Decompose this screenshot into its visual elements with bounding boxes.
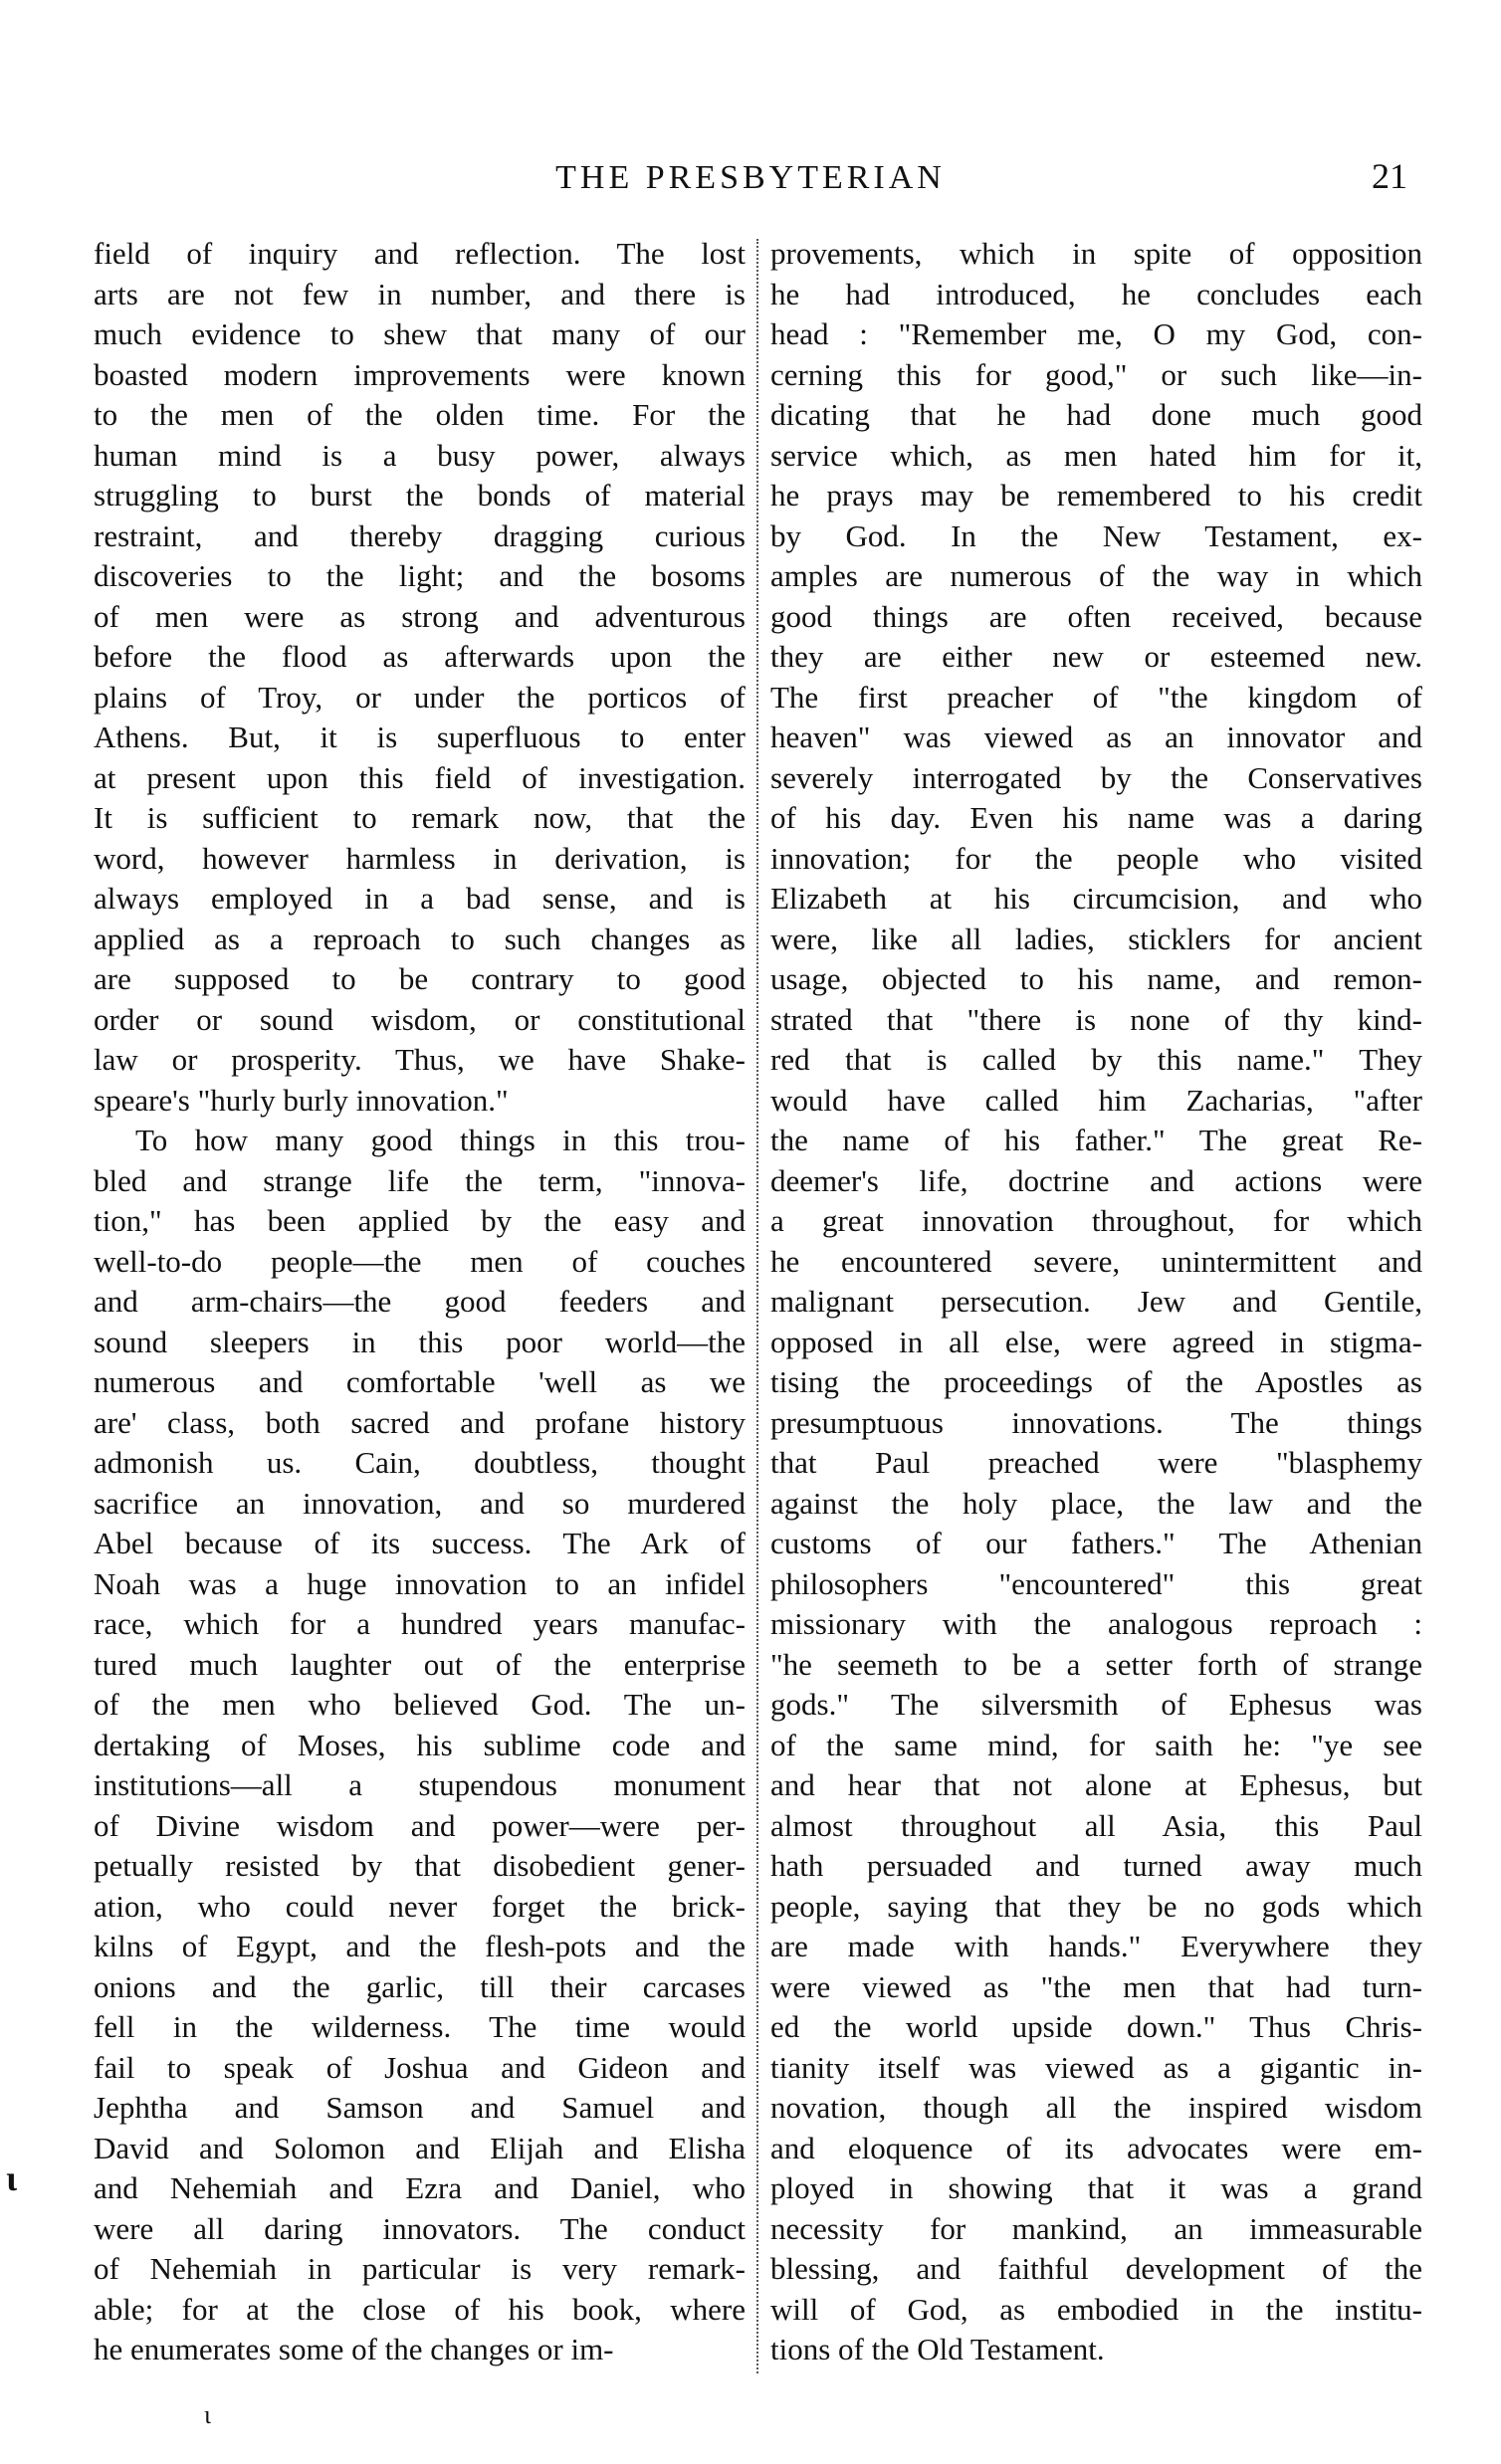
text-line: and Nehemiah and Ezra and Daniel, who <box>94 2170 746 2205</box>
text-line: able; for at the close of his book, where <box>94 2291 746 2327</box>
text-line: and hear that not alone at Ephesus, but <box>770 1767 1422 1802</box>
text-line: ation, who could never forget the brick- <box>94 1888 746 1924</box>
left-text-column <box>94 234 746 2398</box>
text-line: novation, though all the inspired wisdom <box>770 2090 1422 2125</box>
text-line: bled and strange life the term, "innova- <box>94 1162 746 1198</box>
text-line: human mind is a busy power, always <box>94 437 746 473</box>
text-line: almost throughout all Asia, this Paul <box>770 1807 1422 1843</box>
text-line: opposed in all else, were agreed in stigma- <box>770 1324 1422 1359</box>
text-line: sacrifice an innovation, and so murdered <box>94 1485 746 1521</box>
text-line: onions and the garlic, till their carcases <box>94 1968 746 2004</box>
text-line: would have called him Zacharias, "after <box>770 1082 1422 1118</box>
text-line: the name of his father." The great Re- <box>770 1123 1422 1157</box>
text-line: kilns of Egypt, and the flesh-pots and the <box>94 1929 746 1963</box>
text-line: were all daring innovators. The conduct <box>94 2210 746 2246</box>
text-line: speare's "hurly burly innovation." <box>94 1082 509 1118</box>
text-line: against the holy place, the law and the <box>770 1485 1422 1521</box>
text-line: struggling to burst the bonds of material <box>94 478 746 513</box>
text-line: institutions—all a stupendous monument <box>94 1767 746 1802</box>
text-line: order or sound wisdom, or constitutional <box>94 1001 746 1037</box>
text-line: tions of the Old Testament. <box>770 2332 1105 2366</box>
text-line: cerning this for good," or such like—in- <box>770 356 1422 392</box>
text-line: malignant persecution. Jew and Gentile, <box>770 1284 1422 1319</box>
text-line: word, however harmless in derivation, is <box>94 840 746 876</box>
text-line: red that is called by this name." They <box>770 1042 1422 1077</box>
text-line: he enumerates some of the changes or im- <box>94 2332 614 2366</box>
text-line: David and Solomon and Elijah and Elisha <box>94 2130 746 2165</box>
text-line: dertaking of Moses, his sublime code and <box>94 1727 746 1762</box>
text-line: tising the proceedings of the Apostles as <box>770 1364 1422 1399</box>
text-line: of the same mind, for saith he: "ye see <box>770 1727 1422 1762</box>
text-line: severely interrogated by the Conservatives <box>770 759 1422 795</box>
text-line: field of inquiry and reflection. The lost <box>94 236 746 271</box>
text-line: always employed in a bad sense, and is <box>94 881 746 916</box>
text-line: arts are not few in number, and there is <box>94 276 746 311</box>
text-line: missionary with the analogous reproach : <box>770 1606 1422 1641</box>
bottom-mark: ɩ <box>204 2400 211 2429</box>
text-line: plains of Troy, or under the porticos of <box>94 679 746 715</box>
text-line: to the men of the olden time. For the <box>94 397 746 432</box>
text-line: much evidence to shew that many of our <box>94 316 746 351</box>
text-line: The first preacher of "the kingdom of <box>770 679 1422 715</box>
right-text-column <box>770 234 1422 2398</box>
text-line: of Divine wisdom and power—were per- <box>94 1807 746 1843</box>
text-line: he had introduced, he concludes each <box>770 276 1422 311</box>
text-line: are supposed to be contrary to good <box>94 961 746 996</box>
margin-mark: ɩ <box>6 2158 18 2198</box>
text-line: before the flood as afterwards upon the <box>94 639 746 674</box>
text-line: law or prosperity. Thus, we have Shake- <box>94 1042 746 1077</box>
text-line: Jephtha and Samson and Samuel and <box>94 2090 746 2125</box>
text-line: Athens. But, it is superfluous to enter <box>94 719 746 754</box>
running-head-title: THE PRESBYTERIAN <box>555 159 946 196</box>
text-line: of the men who believed God. The un- <box>94 1687 746 1722</box>
text-line: and eloquence of its advocates were em- <box>770 2130 1422 2165</box>
text-line: were, like all ladies, sticklers for ancient <box>770 921 1422 956</box>
text-line: It is sufficient to remark now, that the <box>94 800 746 835</box>
text-line: well-to-do people—the men of couches <box>94 1243 746 1279</box>
text-line: admonish us. Cain, doubtless, thought <box>94 1445 746 1480</box>
text-line: Elizabeth at his circumcision, and who <box>770 881 1422 916</box>
text-line: provements, which in spite of opposition <box>770 236 1422 271</box>
text-line: boasted modern improvements were known <box>94 356 746 392</box>
text-line: usage, objected to his name, and remon- <box>770 961 1422 996</box>
text-line: dicating that he had done much good <box>770 397 1422 432</box>
text-line: head : "Remember me, O my God, con- <box>770 316 1422 351</box>
text-line: deemer's life, doctrine and actions were <box>770 1162 1422 1198</box>
text-line: innovation; for the people who visited <box>770 840 1422 876</box>
text-line: good things are often received, because <box>770 598 1422 634</box>
text-line: necessity for mankind, an immeasurable <box>770 2210 1422 2246</box>
text-line: ed the world upside down." Thus Chris- <box>770 2009 1422 2044</box>
text-line: hath persuaded and turned away much <box>770 1848 1422 1883</box>
text-line: discoveries to the light; and the bosoms <box>94 558 746 593</box>
text-line: of Nehemiah in particular is very remark- <box>94 2251 746 2286</box>
text-line: blessing, and faithful development of the <box>770 2251 1422 2286</box>
text-line: restraint, and thereby dragging curious <box>94 517 746 553</box>
text-line: "he seemeth to be a setter forth of strange <box>770 1646 1422 1682</box>
text-line: petually resisted by that disobedient gener- <box>94 1848 746 1883</box>
text-line: heaven" was viewed as an innovator and <box>770 719 1422 754</box>
text-line: of his day. Even his name was a daring <box>770 800 1422 835</box>
text-line: at present upon this field of investigation. <box>94 759 746 795</box>
text-line: they are either new or esteemed new. <box>770 639 1422 674</box>
text-line: tion," has been applied by the easy and <box>94 1203 746 1238</box>
text-line: of men were as strong and adventurous <box>94 598 746 634</box>
text-line: were viewed as "the men that had turn- <box>770 1968 1422 2004</box>
text-line: are' class, both sacred and profane history <box>94 1404 746 1440</box>
text-line: Abel because of its success. The Ark of <box>94 1526 746 1560</box>
text-line: will of God, as embodied in the institu- <box>770 2291 1422 2327</box>
text-line: and arm-chairs—the good feeders and <box>94 1284 746 1319</box>
text-line: that Paul preached were "blasphemy <box>770 1445 1422 1480</box>
text-line: numerous and comfortable 'well as we <box>94 1364 746 1399</box>
text-line: philosophers "encountered" this great <box>770 1565 1422 1601</box>
text-line: tured much laughter out of the enterprise <box>94 1646 746 1682</box>
text-line: fail to speak of Joshua and Gideon and <box>94 2049 746 2085</box>
text-line: customs of our fathers." The Athenian <box>770 1526 1422 1560</box>
text-line: sound sleepers in this poor world—the <box>94 1324 746 1359</box>
text-line: he prays may be remembered to his credit <box>770 478 1422 513</box>
text-line: race, which for a hundred years manufac- <box>94 1606 746 1641</box>
text-line: people, saying that they be no gods which <box>770 1888 1422 1924</box>
text-line: applied as a reproach to such changes as <box>94 921 746 956</box>
column-divider <box>756 239 758 2373</box>
page-number: 21 <box>1372 156 1407 196</box>
text-line: gods." The silversmith of Ephesus was <box>770 1687 1422 1722</box>
text-line: fell in the wilderness. The time would <box>94 2009 746 2044</box>
text-line: tianity itself was viewed as a gigantic in- <box>770 2049 1422 2085</box>
text-line: ployed in showing that it was a grand <box>770 2170 1422 2205</box>
text-line: service which, as men hated him for it, <box>770 437 1422 473</box>
text-line: strated that "there is none of thy kind- <box>770 1001 1422 1037</box>
text-line: Noah was a huge innovation to an infidel <box>94 1565 746 1601</box>
text-line: he encountered severe, unintermittent and <box>770 1243 1422 1279</box>
text-line: are made with hands." Everywhere they <box>770 1929 1422 1963</box>
text-line: amples are numerous of the way in which <box>770 558 1422 593</box>
text-line: a great innovation throughout, for which <box>770 1203 1422 1238</box>
text-line: presumptuous innovations. The things <box>770 1404 1422 1440</box>
text-line: by God. In the New Testament, ex- <box>770 517 1422 553</box>
text-line: To how many good things in this trou- <box>135 1123 746 1157</box>
